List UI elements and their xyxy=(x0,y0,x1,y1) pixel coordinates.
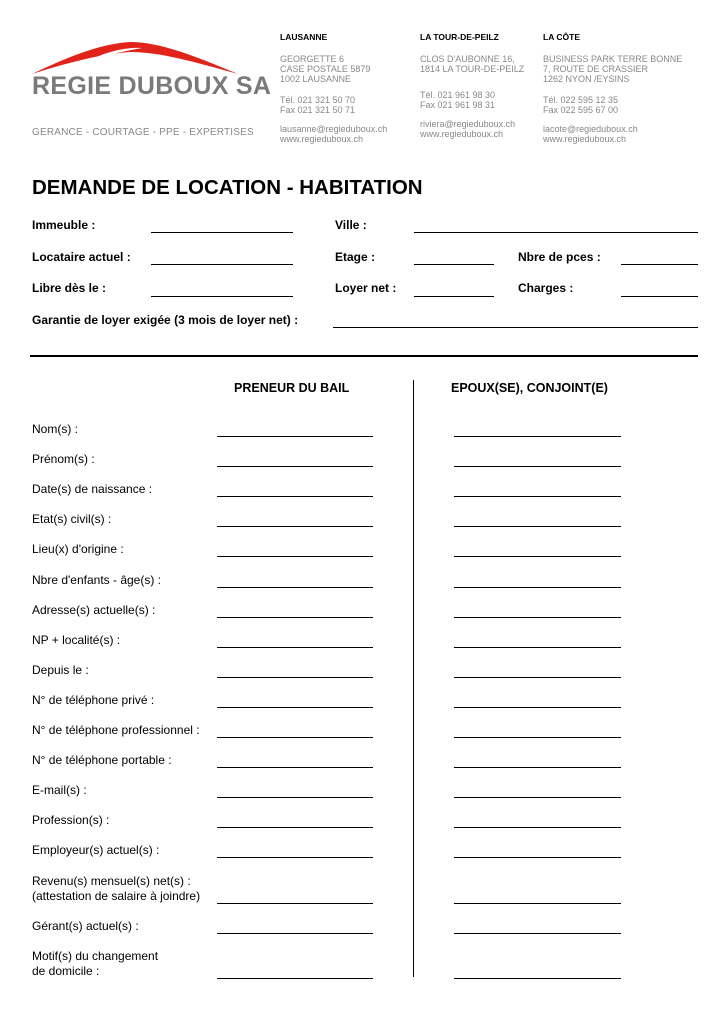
row-label xyxy=(32,919,139,935)
row-label xyxy=(32,783,87,799)
office-address-1: GEORGETTE 6 xyxy=(280,54,345,64)
row-label xyxy=(32,573,161,589)
office-name: LA CÔTE xyxy=(543,32,580,42)
row-label xyxy=(32,813,109,829)
preneur-field[interactable] xyxy=(217,737,373,738)
row-label-line-1: N° de téléphone privé : xyxy=(32,692,155,707)
row-label-line-2: (attestation de salaire à joindre) xyxy=(32,889,201,903)
conjoint-field[interactable] xyxy=(454,767,621,768)
row-label xyxy=(32,633,120,649)
office-address-2: 1814 LA TOUR-DE-PEILZ xyxy=(420,64,525,74)
conjoint-field[interactable] xyxy=(454,647,621,648)
row-label xyxy=(32,603,155,619)
conjoint-field[interactable] xyxy=(454,466,621,467)
conjoint-field[interactable] xyxy=(454,857,621,858)
preneur-field[interactable] xyxy=(217,827,373,828)
row-label-line-1: Gérant(s) actuel(s) : xyxy=(32,918,139,933)
conjoint-field[interactable] xyxy=(454,797,621,798)
preneur-field[interactable] xyxy=(217,978,373,979)
office-address-2: CASE POSTALE 5879 xyxy=(280,64,371,74)
office-tel: Tél. 021 961 98 30 xyxy=(420,90,496,100)
preneur-field[interactable] xyxy=(217,587,373,588)
company-tagline: GERANCE - COURTAGE - PPE - EXPERTISES xyxy=(32,127,254,138)
conjoint-field[interactable] xyxy=(454,677,621,678)
conjoint-field[interactable] xyxy=(454,737,621,738)
preneur-field[interactable] xyxy=(217,526,373,527)
ville-field[interactable] xyxy=(414,232,698,233)
preneur-field[interactable] xyxy=(217,677,373,678)
row-label xyxy=(32,843,159,859)
conjoint-field[interactable] xyxy=(454,617,621,618)
preneur-field[interactable] xyxy=(217,617,373,618)
row-label xyxy=(32,663,89,679)
row-label-line-1: E-mail(s) : xyxy=(32,783,87,798)
row-label xyxy=(32,753,172,769)
row-label xyxy=(32,482,152,498)
libre-des-le-field[interactable] xyxy=(151,296,293,297)
conjoint-field[interactable] xyxy=(454,556,621,557)
conjoint-field[interactable] xyxy=(454,978,621,979)
office-email[interactable]: lausanne@regieduboux.ch xyxy=(280,124,388,134)
conjoint-field[interactable] xyxy=(454,587,621,588)
section-divider xyxy=(30,355,698,357)
row-label xyxy=(32,542,124,558)
charges-field[interactable] xyxy=(621,296,698,297)
office-la-tour-de-peilz xyxy=(420,32,524,139)
office-fax: Fax 021 961 98 31 xyxy=(420,100,496,110)
row-label-line-1: Lieu(x) d'origine : xyxy=(32,542,124,557)
nbre-pces-label: Nbre de pces : xyxy=(518,250,601,264)
row-label-line-1: Nom(s) : xyxy=(32,422,78,436)
preneur-field[interactable] xyxy=(217,707,373,708)
conjoint-field[interactable] xyxy=(454,707,621,708)
office-address-3: 1262 NYON /EYSINS xyxy=(543,74,630,84)
row-label xyxy=(32,874,200,905)
locataire-actuel-field[interactable] xyxy=(151,264,293,265)
office-web[interactable]: www.regieduboux.ch xyxy=(420,129,504,139)
office-fax: Fax 022 595 67 00 xyxy=(543,105,619,115)
conjoint-field[interactable] xyxy=(454,933,621,934)
preneur-field[interactable] xyxy=(217,466,373,467)
row-label-line-1: Date(s) de naissance : xyxy=(32,482,153,497)
locataire-actuel-label: Locataire actuel : xyxy=(32,250,131,264)
office-la-cote xyxy=(543,32,682,144)
office-tel: Tél. 022 595 12 35 xyxy=(543,95,619,105)
row-label-line-1: Profession(s) : xyxy=(32,813,110,828)
preneur-field[interactable] xyxy=(217,556,373,557)
loyer-net-field[interactable] xyxy=(414,296,494,297)
row-label xyxy=(32,949,158,980)
office-email[interactable]: lacote@regieduboux.ch xyxy=(543,124,638,134)
preneur-field[interactable] xyxy=(217,857,373,858)
ville-label: Ville : xyxy=(335,218,367,232)
conjoint-field[interactable] xyxy=(454,436,621,437)
row-label-line-1: Nbre d'enfants - âge(s) : xyxy=(32,572,162,587)
preneur-field[interactable] xyxy=(217,496,373,497)
conjoint-field[interactable] xyxy=(454,827,621,828)
office-address-2: 7, ROUTE DE CRASSIER xyxy=(543,64,649,74)
nbre-pces-field[interactable] xyxy=(621,264,698,265)
company-logo-text: REGIE DUBOUX SA xyxy=(32,72,272,100)
garantie-field[interactable] xyxy=(333,327,698,328)
office-name: LAUSANNE xyxy=(280,32,328,42)
immeuble-field[interactable] xyxy=(151,232,293,233)
conjoint-field[interactable] xyxy=(454,903,621,904)
row-label-line-1: Motif(s) du changement xyxy=(32,948,159,963)
conjoint-field[interactable] xyxy=(454,496,621,497)
office-web[interactable]: www.regieduboux.ch xyxy=(280,134,364,144)
preneur-field[interactable] xyxy=(217,647,373,648)
row-label xyxy=(32,723,200,739)
row-label-line-1: N° de téléphone professionnel : xyxy=(32,723,200,737)
row-label xyxy=(32,693,154,709)
preneur-du-bail-heading: PRENEUR DU BAIL xyxy=(234,381,350,395)
office-web[interactable]: www.regieduboux.ch xyxy=(543,134,627,144)
office-name: LA TOUR-DE-PEILZ xyxy=(420,32,499,42)
preneur-field[interactable] xyxy=(217,436,373,437)
office-address-1: CLOS D'AUBONNE 16, xyxy=(420,54,515,64)
immeuble-label: Immeuble : xyxy=(32,218,96,232)
row-label-line-1: Revenu(s) mensuel(s) net(s) : xyxy=(32,873,191,888)
row-label-line-1: N° de téléphone portable : xyxy=(32,753,172,768)
preneur-field[interactable] xyxy=(217,767,373,768)
conjoint-heading: EPOUX(SE), CONJOINT(E) xyxy=(451,381,608,395)
office-fax: Fax 021 321 50 71 xyxy=(280,105,356,115)
office-address-1: BUSINESS PARK TERRE BONNE xyxy=(543,54,683,64)
office-address-3: 1002 LAUSANNE xyxy=(280,74,352,84)
charges-label: Charges : xyxy=(518,281,574,295)
conjoint-field[interactable] xyxy=(454,526,621,527)
office-lausanne xyxy=(280,32,387,144)
row-label xyxy=(32,422,78,438)
office-tel: Tél. 021 321 50 70 xyxy=(280,95,356,105)
preneur-field[interactable] xyxy=(217,903,373,904)
libre-des-le-label: Libre dès le : xyxy=(32,281,107,295)
row-label-line-2: de domicile : xyxy=(32,964,100,979)
etage-field[interactable] xyxy=(414,264,494,265)
page-title: DEMANDE DE LOCATION - HABITATION xyxy=(32,176,423,199)
row-label-line-1: NP + localité(s) : xyxy=(32,632,121,647)
column-separator xyxy=(413,380,414,977)
row-label-line-1: Depuis le : xyxy=(32,662,89,677)
preneur-field[interactable] xyxy=(217,933,373,934)
row-label-line-1: Etat(s) civil(s) : xyxy=(32,512,112,527)
office-email[interactable]: riviera@regieduboux.ch xyxy=(420,119,516,129)
etage-label: Etage : xyxy=(335,250,376,264)
row-label xyxy=(32,512,111,528)
row-label-line-1: Prénom(s) : xyxy=(32,452,95,467)
row-label-line-1: Adresse(s) actuelle(s) : xyxy=(32,602,156,617)
loyer-net-label: Loyer net : xyxy=(335,281,397,295)
garantie-label: Garantie de loyer exigée (3 mois de loyer net) : xyxy=(32,313,299,327)
row-label xyxy=(32,452,95,468)
preneur-field[interactable] xyxy=(217,797,373,798)
row-label-line-1: Employeur(s) actuel(s) : xyxy=(32,843,160,858)
